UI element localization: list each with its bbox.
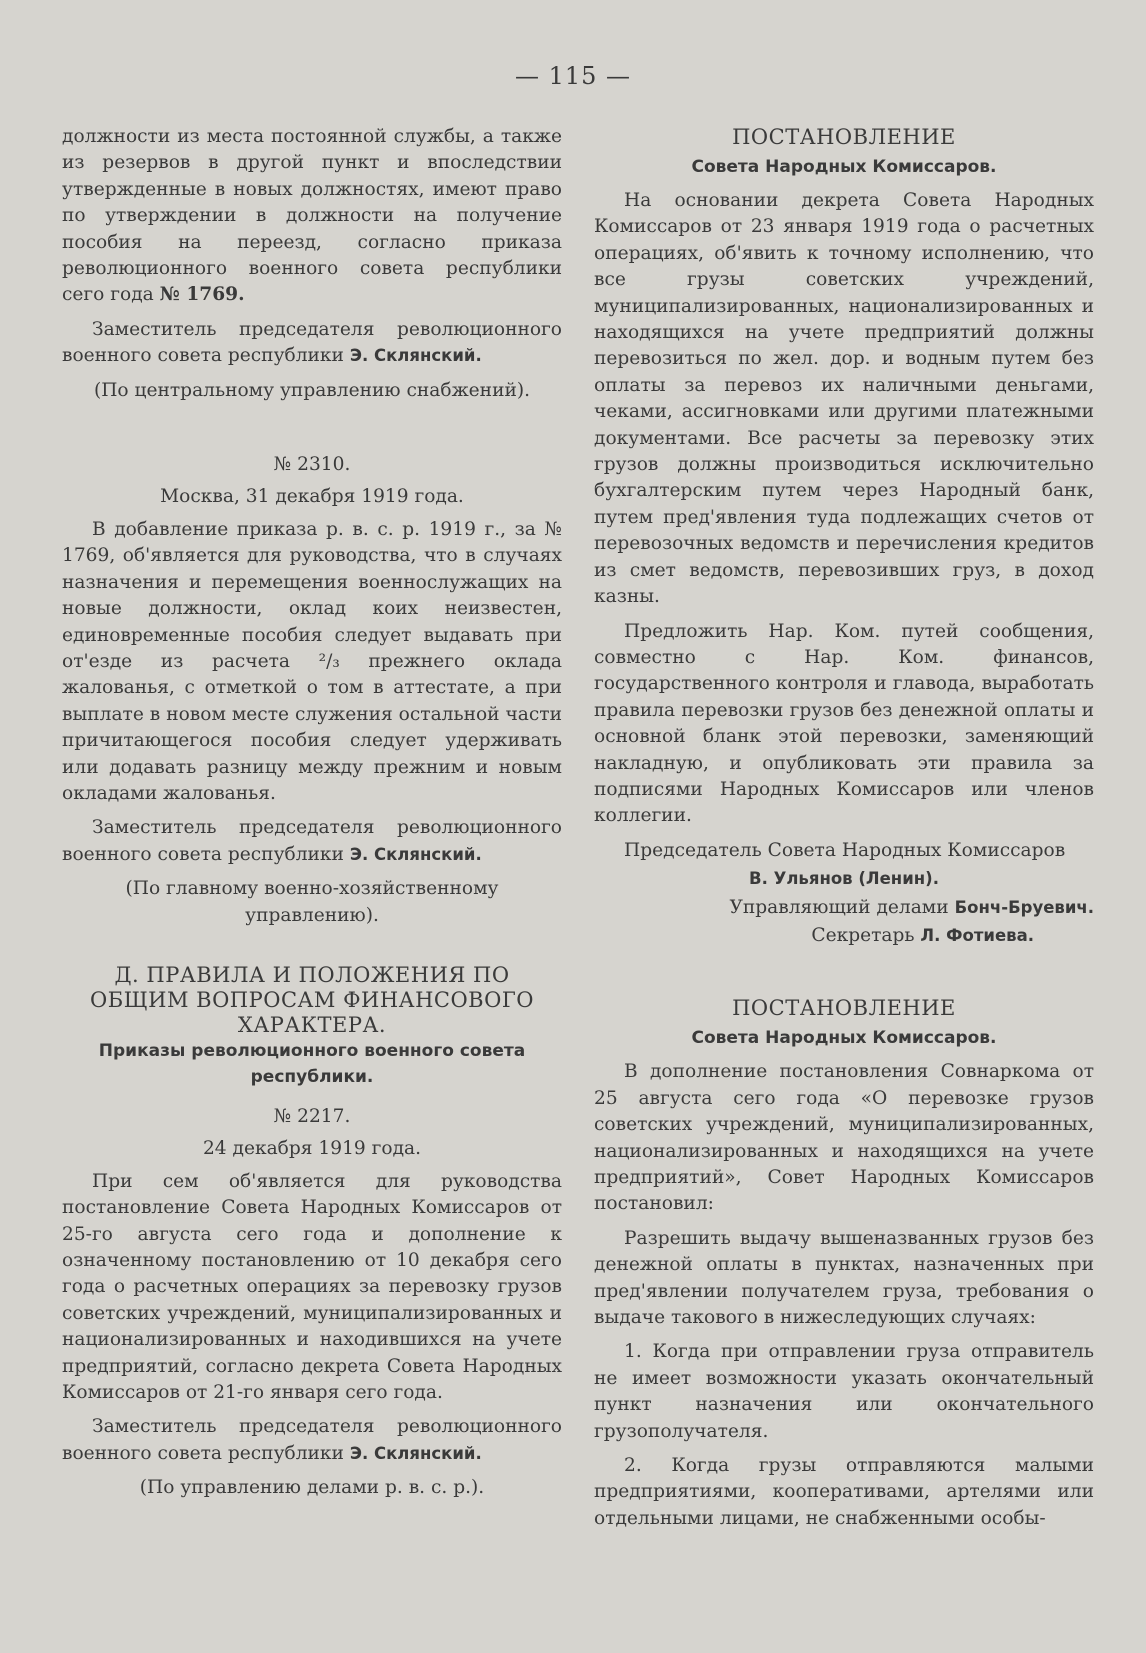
paragraph: 1. Когда при отправлении груза отправитель не имеет возможности указать окончательный пункт назначения или окончательного грузополучателя.: [594, 1341, 1094, 1442]
signature-name: Э. Склянский.: [349, 1443, 482, 1463]
signature-manager: Управляющий делами Бонч-Бруевич.: [729, 896, 1094, 918]
order-reference: № 1769.: [159, 284, 245, 306]
order-number: № 2217.: [273, 1105, 351, 1127]
section-heading: Д. ПРАВИЛА И ПОЛОЖЕНИЯ ПО ОБЩИМ ВОПРОСАМ ФИНАНСОВОГО ХАРАКТЕРА.: [90, 962, 534, 1037]
paragraph: 2. Когда грузы отправляются малыми предприятиями, кооперативами, артелями или отдельными лицами, не снабженными особы-: [594, 1455, 1094, 1529]
decree-heading: ПОСТАНОВЛЕНИЕ: [732, 125, 956, 149]
order-number: № 2310.: [273, 454, 351, 476]
paragraph: В добавление приказа р. в. с. р. 1919 г., за № 1769, об'является для руководства, что в случаях назначения и перемещения военнослужащих на новые должности, оклад коих неизвестен, единовременные пособия следует выдавать при от'езде из расчета ²/₃ прежнего оклада жалованья, с отметкой о том в аттестате, а при выплате в новом месте служения остальной части причитающегося пособия следует удерживать или додавать разницу между прежним и новым окладами жалованья.: [62, 518, 562, 804]
source-note: (По управлению делами р. в. с. р.).: [139, 1477, 485, 1499]
source-note: (По центральному управлению снабжений).: [93, 379, 531, 401]
signature-name: В. Ульянов (Ленин).: [749, 869, 939, 889]
left-column: [62, 124, 562, 1510]
decree-subheading: Совета Народных Комиссаров.: [691, 1028, 997, 1049]
signature-name: Л. Фотиева.: [920, 925, 1034, 945]
signature-chair: Председатель Совета Народных Комиссаров: [624, 839, 1066, 861]
signature-name: Э. Склянский.: [349, 346, 482, 366]
paragraph: В дополнение постановления Совнаркома от 25 августа сего года «О перевозке грузов советских учреждений, муниципализированных, национализированных и находящихся на учете предприятий», Совет Народных Комиссаров постановил:: [594, 1061, 1094, 1215]
page-number: — 115 —: [514, 62, 632, 90]
paragraph: При сем об'является для руководства постановление Совета Народных Комиссаров от 25-го августа сего года и дополнение к означенному постановлению от 10 декабря сего года о расчетных операциях за перевозку грузов советских учреждений, муниципализированных и национализированных и находившихся на учете предприятий, согласно декрета Совета Народных Комиссаров от 21-го января сего года.: [62, 1170, 562, 1404]
paragraph-continuation: должности из места постоянной службы, а также из резервов в другой пункт и впоследствии утвержденные в новых должностях, имеют право по утверждении в должности на получение пособия на переезд, согласно приказа революционного военного совета республики сего года № 1769.: [62, 126, 562, 306]
signature-block: Заместитель председателя революционного военного совета республики Э. Склянский.: [62, 1416, 562, 1464]
decree-heading: ПОСТАНОВЛЕНИЕ: [732, 996, 956, 1021]
paragraph: Разрешить выдачу вышеназванных грузов без денежной оплаты в пунктах, назначенных при пред'явлении получателем груза, требования о выдаче такового в нижеследующих случаях:: [594, 1227, 1094, 1329]
signature-name: Э. Склянский.: [349, 844, 482, 864]
decree-subheading: Совета Народных Комиссаров.: [691, 157, 997, 177]
signature-block: Заместитель председателя революционного военного совета республики Э. Склянский.: [62, 318, 562, 367]
signature-secretary: Секретарь Л. Фотиева.: [811, 924, 1034, 946]
order-date: 24 декабря 1919 года.: [202, 1138, 422, 1160]
signature-chair-name-line: [594, 866, 1094, 892]
signature-name: Бонч-Бруевич.: [954, 897, 1094, 917]
right-column: [594, 124, 1094, 1540]
signature-block: Заместитель председателя революционного военного совета республики Э. Склянский.: [62, 817, 562, 865]
section-subheading: Приказы революционного военного совета республики.: [98, 1040, 526, 1087]
paragraph: Предложить Нар. Ком. путей сообщения, совместно с Нар. Ком. финансов, государственного контроля и главода, выработать правила перевозки грузов без денежной оплаты и основной бланк этой перевозки, заменяющий накладную, и опубликовать эти правила за подписями Народных Комиссаров или членов коллегии.: [594, 620, 1094, 827]
paragraph: На основании декрета Совета Народных Комиссаров от 23 января 1919 года о расчетных операциях, об'явить к точному исполнению, что все грузы советских учреждений, муниципализированных, национализированных и находящихся на учете предприятий должны перевозиться по жел. дор. и водным путем без оплаты за перевоз их наличными деньгами, чеками, ассигновками или другими платежными документами. Все расчеты за перевозку этих грузов должны производиться исключительно бухгалтерским путем через Народный банк, путем пред'явления туда подлежащих счетов от перевозочных ведомств и перечисления кредитов из смет ведомств, перевозивших груз, в доход казны.: [594, 190, 1094, 608]
source-note: (По главному военно-хозяйственному управлению).: [125, 878, 499, 926]
order-date: Москва, 31 декабря 1919 года.: [160, 486, 464, 508]
